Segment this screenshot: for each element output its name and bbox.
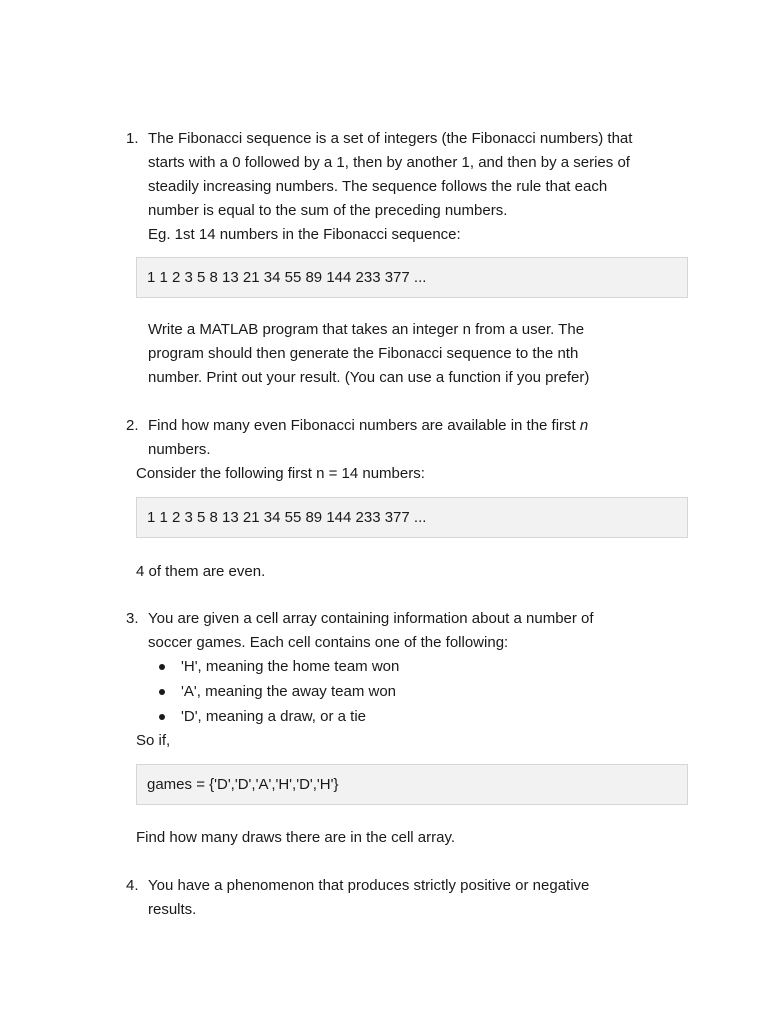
bullet-text: 'D', meaning a draw, or a tie (181, 708, 366, 725)
question-text-line: You are given a cell array containing information about a number of (148, 610, 594, 627)
bullet-text: 'H', meaning the home team won (181, 658, 400, 675)
question-text-line: program should then generate the Fibonacci sequence to the nth (148, 345, 579, 362)
question-text: Find how many even Fibonacci numbers are available in the first (148, 417, 580, 434)
bullet-dot-icon (159, 664, 165, 670)
question-text-line: numbers. (148, 441, 211, 458)
question-text-line: You have a phenomenon that produces strictly positive or negative (148, 877, 590, 894)
bullet-text: 'A', meaning the away team won (181, 683, 397, 700)
question-text-line (148, 414, 588, 438)
question-text-line: results. (148, 901, 197, 918)
question-number: 4. (126, 877, 139, 894)
question-number: 1. (126, 130, 139, 147)
code-text: 1 1 2 3 5 8 13 21 34 55 89 144 233 377 ... (147, 509, 427, 526)
question-text-line: steadily increasing numbers. The sequence follows the rule that each (148, 178, 608, 195)
consider-text: Consider the following first n = 14 numbers: (136, 465, 425, 482)
so-if-text: So if, (136, 732, 171, 749)
code-block (136, 257, 688, 298)
question-text-line: Write a MATLAB program that takes an integer n from a user. The (148, 321, 585, 338)
question-text-line: Eg. 1st 14 numbers in the Fibonacci sequence: (148, 226, 461, 243)
question-number: 3. (126, 610, 139, 627)
question-text-line: The Fibonacci sequence is a set of integers (the Fibonacci numbers) that (148, 130, 633, 147)
task-text: Find how many draws there are in the cell array. (136, 829, 456, 846)
code-block (136, 497, 688, 538)
question-text-line: number is equal to the sum of the preceding numbers. (148, 202, 508, 219)
bullet-dot-icon (159, 689, 165, 695)
question-text-line: number. Print out your result. (You can use a function if you prefer) (148, 369, 590, 386)
question-number: 2. (126, 417, 139, 434)
code-block (136, 764, 688, 805)
question-text-line: starts with a 0 followed by a 1, then by another 1, and then by a series of (148, 154, 630, 171)
italic-variable: n (579, 417, 589, 434)
question-text-line: soccer games. Each cell contains one of the following: (148, 634, 509, 651)
code-text: 1 1 2 3 5 8 13 21 34 55 89 144 233 377 ... (147, 269, 427, 286)
result-text: 4 of them are even. (136, 563, 266, 580)
code-text: games = {'D','D','A','H','D','H'} (147, 776, 339, 793)
bullet-dot-icon (159, 714, 165, 720)
